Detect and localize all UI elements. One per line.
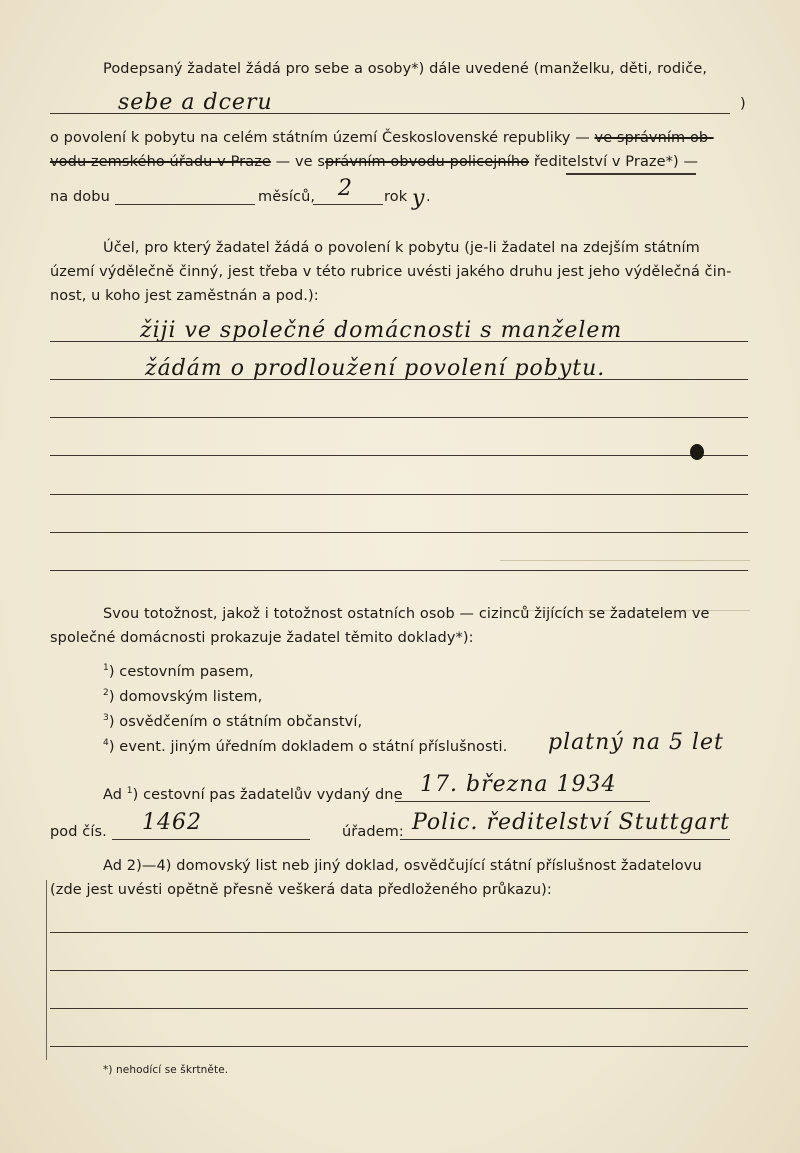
doc-4-handwritten: platný na 5 let — [548, 730, 724, 755]
doc-2-num: 2 — [103, 688, 109, 698]
other-doc-line — [50, 970, 748, 971]
duration-dot: . — [426, 189, 431, 205]
passport-number-line — [112, 839, 310, 840]
doc-2-label: domovským listem, — [119, 688, 263, 705]
other-ad: Ad — [103, 858, 123, 874]
other-doc-line — [50, 932, 748, 933]
doc-option-1: $^1$) cestovním pasem, — [103, 663, 254, 680]
other-ad-nums: 2)—4) — [126, 858, 172, 874]
passport-number-handwritten: 1462 — [142, 810, 202, 835]
passport-office-handwritten: Polic. ředitelství Stuttgart — [412, 810, 730, 835]
doc-4-num: 4 — [103, 738, 109, 748]
passport-date-line — [395, 801, 650, 802]
doc-3-label: osvědčením o státním občanství, — [119, 713, 363, 730]
duration-years-suffix-handwritten: y — [412, 186, 426, 211]
passport-label: cestovní pas žadatelův vydaný dne — [143, 786, 403, 803]
duration-years-handwritten: 2 — [338, 176, 353, 201]
doc-1-num: 1 — [103, 663, 109, 673]
other-doc-line-2: (zde jest uvésti opětně přesně veškerá data předloženého průkazu): — [50, 882, 552, 898]
purpose-handwritten-1: žiji ve společné domácnosti s manželem — [140, 318, 623, 343]
passport-line: Ad $^1$) cestovní pas žadatelův vydaný dne — [103, 786, 403, 803]
other-doc-line — [50, 1008, 748, 1009]
permit-line-2-mid: — ve s — [275, 154, 326, 170]
purpose-line — [50, 379, 748, 380]
purpose-line-2: území výdělečně činný, jest třeba v této rubrice uvésti jakého druhu jest jeho výdělečná čin- — [50, 264, 732, 280]
duration-months-line — [115, 204, 255, 205]
duration-months-label: měsíců, — [258, 189, 316, 205]
closing-paren: ) — [740, 96, 746, 112]
purpose-line — [50, 417, 748, 418]
doc-option-3: $^3$) osvědčením o státním občanství, — [103, 713, 363, 730]
purpose-line — [50, 532, 748, 533]
permit-line-2-struck-2: právním obvodu policejního — [325, 154, 530, 170]
identity-line-2: společné domácnosti prokazuje žadatel těmito doklady*): — [50, 630, 474, 646]
intro-handwritten: sebe a dceru — [118, 90, 273, 115]
purpose-line-1: Účel, pro který žadatel žádá o povolení k pobytu (je-li žadatel na zdejším státním — [103, 240, 700, 256]
footnote — [103, 1064, 228, 1076]
margin-mark — [46, 880, 47, 1060]
footnote-mark: *) — [103, 1064, 113, 1076]
purpose-line-3: nost, u koho jest zaměstnán a pod.): — [50, 288, 319, 304]
duration-prefix: na dobu — [50, 189, 110, 205]
doc-3-num: 3 — [103, 713, 109, 723]
purpose-handwritten-2: žádám o prodloužení povolení pobytu. — [145, 356, 606, 381]
bleed-through-line — [500, 560, 750, 561]
permit-line-2 — [50, 154, 698, 170]
passport-office-line — [400, 839, 730, 840]
passport-office-label: úřadem: — [342, 824, 404, 840]
doc-option-2: $^2$) domovským listem, — [103, 688, 263, 705]
permit-line-1-struck: ve správním ob- — [594, 130, 714, 146]
intro-text: Podepsaný žadatel žádá pro sebe a osoby*) dále uvedené (manželku, děti, rodiče, — [103, 61, 708, 77]
passport-ad-num: 1 — [126, 786, 133, 796]
other-doc-line — [50, 1046, 748, 1047]
permit-line-2-end: ředitelství v Praze*) — — [533, 154, 699, 170]
purpose-line — [50, 455, 748, 456]
other-line-1-text: domovský list neb jiný doklad, osvědčující státní příslušnost žadatelovu — [176, 858, 702, 874]
permit-line-1 — [50, 130, 714, 146]
purpose-line — [50, 570, 748, 571]
purpose-line — [50, 494, 748, 495]
intro-fill-line — [50, 113, 730, 114]
other-doc-line-1 — [103, 858, 702, 874]
identity-line-1: Svou totožnost, jakož i totožnost ostatních osob — cizinců žijících se žadatelem ve — [103, 606, 710, 622]
footnote-text: nehodící se škrtněte. — [116, 1064, 229, 1076]
doc-1-label: cestovním pasem, — [119, 663, 254, 680]
ink-blot — [690, 444, 704, 460]
passport-number-label: pod čís. — [50, 824, 107, 840]
permit-line-1-text: o povolení k pobytu na celém státním území Československé republiky — — [50, 130, 590, 146]
permit-line-2-struck: vodu zemského úřadu v Praze — [50, 154, 271, 170]
doc-4-label: event. jiným úředním dokladem o státní příslušnosti. — [119, 738, 508, 755]
duration-years-label: rok — [384, 189, 408, 205]
duration-years-line — [313, 204, 383, 205]
doc-option-4: $^4$) event. jiným úředním dokladem o státní příslušnosti. — [103, 738, 508, 755]
purpose-line — [50, 341, 748, 342]
passport-date-handwritten: 17. března 1934 — [420, 772, 617, 797]
passport-ad: Ad — [103, 786, 123, 803]
underline-mark — [566, 173, 696, 175]
